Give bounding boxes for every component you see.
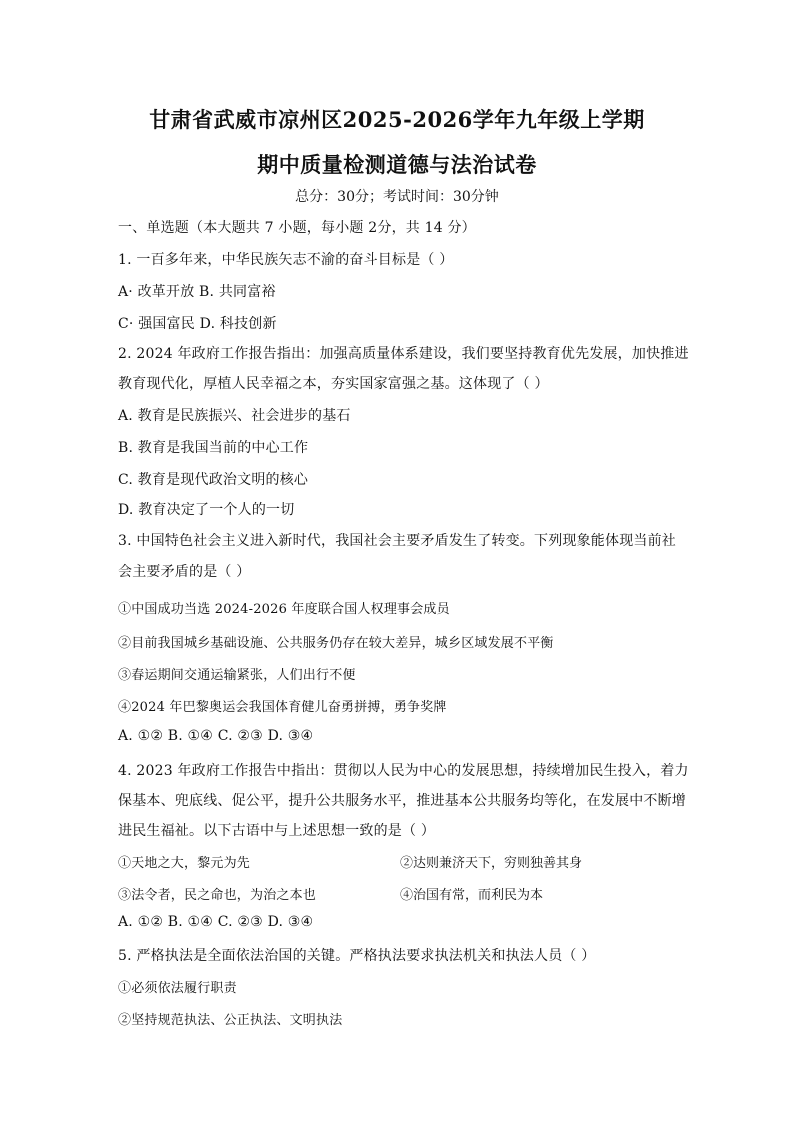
- q3-item-2: ②目前我国城乡基础设施、公共服务仍存在较大差异，城乡区域发展不平衡: [118, 636, 554, 651]
- q1-options-ab: A· 改革开放 B. 共同富裕: [118, 284, 276, 300]
- exam-meta: 总分：30分；考试时间：30分钟: [295, 189, 499, 205]
- section-heading: 一、单选题（本大题共 7 小题，每小题 2分，共 14 分）: [118, 220, 476, 236]
- q2-stem-line2: 教育现代化，厚植人民幸福之本，夯实国家富强之基。这体现了（ ）: [118, 376, 549, 392]
- q4-item-3: ③法令者，民之命也，为治之本也: [118, 888, 317, 903]
- q2-option-b: B. 教育是我国当前的中心工作: [118, 440, 309, 456]
- q1-stem: 1. 一百多年来，中华民族矢志不渝的奋斗目标是（ ）: [118, 252, 454, 268]
- q5-item-1: ①必须依法履行职责: [118, 981, 237, 996]
- q4-item-2: ②达则兼济天下，穷则独善其身: [400, 856, 583, 871]
- q3-item-3: ③春运期间交通运输紧张，人们出行不便: [118, 668, 356, 683]
- q4-stem-line2: 保基本、兜底线、促公平，提升公共服务水平，推进基本公共服务均等化，在发展中不断增: [118, 793, 686, 809]
- q2-stem-line1: 2. 2024 年政府工作报告指出：加强高质量体系建设，我们要坚持教育优先发展，加快推进: [118, 346, 689, 362]
- q2-option-a: A. 教育是民族振兴、社会进步的基石: [118, 408, 351, 424]
- exam-title-line1: 甘肃省武威市凉州区2025-2026学年九年级上学期: [149, 107, 645, 132]
- q4-stem-line1: 4. 2023 年政府工作报告中指出：贯彻以人民为中心的发展思想，持续增加民生投入，着力: [118, 763, 689, 779]
- q2-option-c: C. 教育是现代政治文明的核心: [118, 472, 309, 488]
- q1-options-cd: C· 强国富民 D. 科技创新: [118, 316, 277, 332]
- q3-item-4: ④2024 年巴黎奥运会我国体育健儿奋勇拼搏，勇争奖牌: [118, 700, 447, 715]
- q2-option-d: D. 教育决定了一个人的一切: [118, 502, 295, 518]
- exam-title-line2: 期中质量检测道德与法治试卷: [257, 152, 537, 177]
- q4-item-4: ④治国有常，而利民为本: [400, 888, 544, 903]
- q3-stem-line2: 会主要矛盾的是（ ）: [118, 564, 251, 580]
- q3-item-1: ①中国成功当选 2024-2026 年度联合国人权理事会成员: [118, 602, 450, 617]
- q4-options: A. ①② B. ①④ C. ②③ D. ③④: [118, 914, 314, 930]
- q3-options: A. ①② B. ①④ C. ②③ D. ③④: [118, 728, 314, 744]
- q4-stem-line3: 进民生福祉。以下古语中与上述思想一致的是（ ）: [118, 823, 436, 839]
- q5-item-2: ②坚持规范执法、公正执法、文明执法: [118, 1013, 343, 1028]
- q4-item-1: ①天地之大，黎元为先: [118, 856, 251, 871]
- q3-stem-line1: 3. 中国特色社会主义进入新时代，我国社会主要矛盾发生了转变。下列现象能体现当前社: [118, 533, 677, 549]
- q5-stem: 5. 严格执法是全面依法治国的关键。严格执法要求执法机关和执法人员（ ）: [118, 948, 596, 964]
